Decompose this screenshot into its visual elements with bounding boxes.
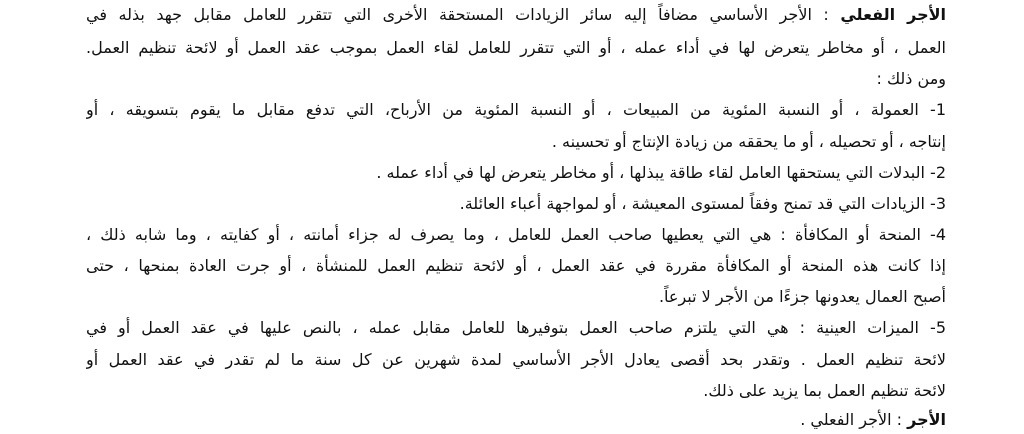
list-item-5-line: لائحة تنظيم العمل بما يزيد على ذلك.	[703, 381, 946, 400]
definition-line-actual-wage	[86, 0, 946, 30]
list-item-1-line: 1- العمولة ، أو النسبة المئوية من المبيعات ، أو النسبة المئوية من الأرباح، التي تدفع مقابل ما يقوم بتسويقه ، أو	[86, 100, 946, 119]
list-item-1-line: إنتاجه ، أو تحصيله ، أو ما يحققه من زيادة الإنتاج أو تحسينه .	[551, 132, 946, 151]
definition-line-wage	[86, 405, 946, 434]
definition-text: : الأجر الفعلي .	[800, 410, 903, 429]
list-item-2-line: 2- البدلات التي يستحقها العامل لقاء طاقة يبذلها ، أو مخاطر يتعرض لها في أداء عمله .	[376, 163, 946, 182]
list-item-4-line: 4- المنحة أو المكافأة : هي التي يعطيها صاحب العمل للعامل ، وما يصرف له جزاء أمانته ، أو كفايته ، وما شابه ذلك ،	[86, 225, 946, 244]
paragraph-line: ومن ذلك :	[876, 69, 946, 88]
paragraph-line: العمل ، أو مخاطر يتعرض لها في أداء عمله ، أو التي تتقرر للعامل لقاء العمل بموجب عقد العمل أو لائحة تنظيم العمل.	[86, 38, 946, 57]
list-item-4-line: أصبح العمال يعدونها جزءًا من الأجر لا تبرعاً.	[658, 287, 946, 306]
term-actual-wage: الأجر الفعلي	[840, 5, 946, 24]
list-item-3-line: 3- الزيادات التي قد تمنح وفقاً لمستوى المعيشة ، أو لمواجهة أعباء العائلة.	[459, 194, 946, 213]
definition-text: : الأجر الأساسي مضافاً إليه سائر الزيادات المستحقة الأخرى التي تتقرر للعامل مقابل جهد بذله في	[86, 5, 829, 24]
list-item-4-line: إذا كانت هذه المنحة أو المكافأة مقررة في عقد العمل ، أو لائحة تنظيم العمل للمنشأة ، أو جرت العادة بمنحها ، حتى	[86, 256, 946, 275]
list-item-5-line: 5- الميزات العينية : هي التي يلتزم صاحب العمل بتوفيرها للعامل مقابل عمله ، بالنص عليها في عقد العمل أو في	[86, 318, 946, 337]
term-wage: الأجر	[907, 410, 946, 429]
list-item-5-line: لائحة تنظيم العمل . وتقدر بحد أقصى يعادل الأجر الأساسي لمدة شهرين عن كل سنة ما لم تقدر في عقد العمل أو	[86, 350, 946, 369]
